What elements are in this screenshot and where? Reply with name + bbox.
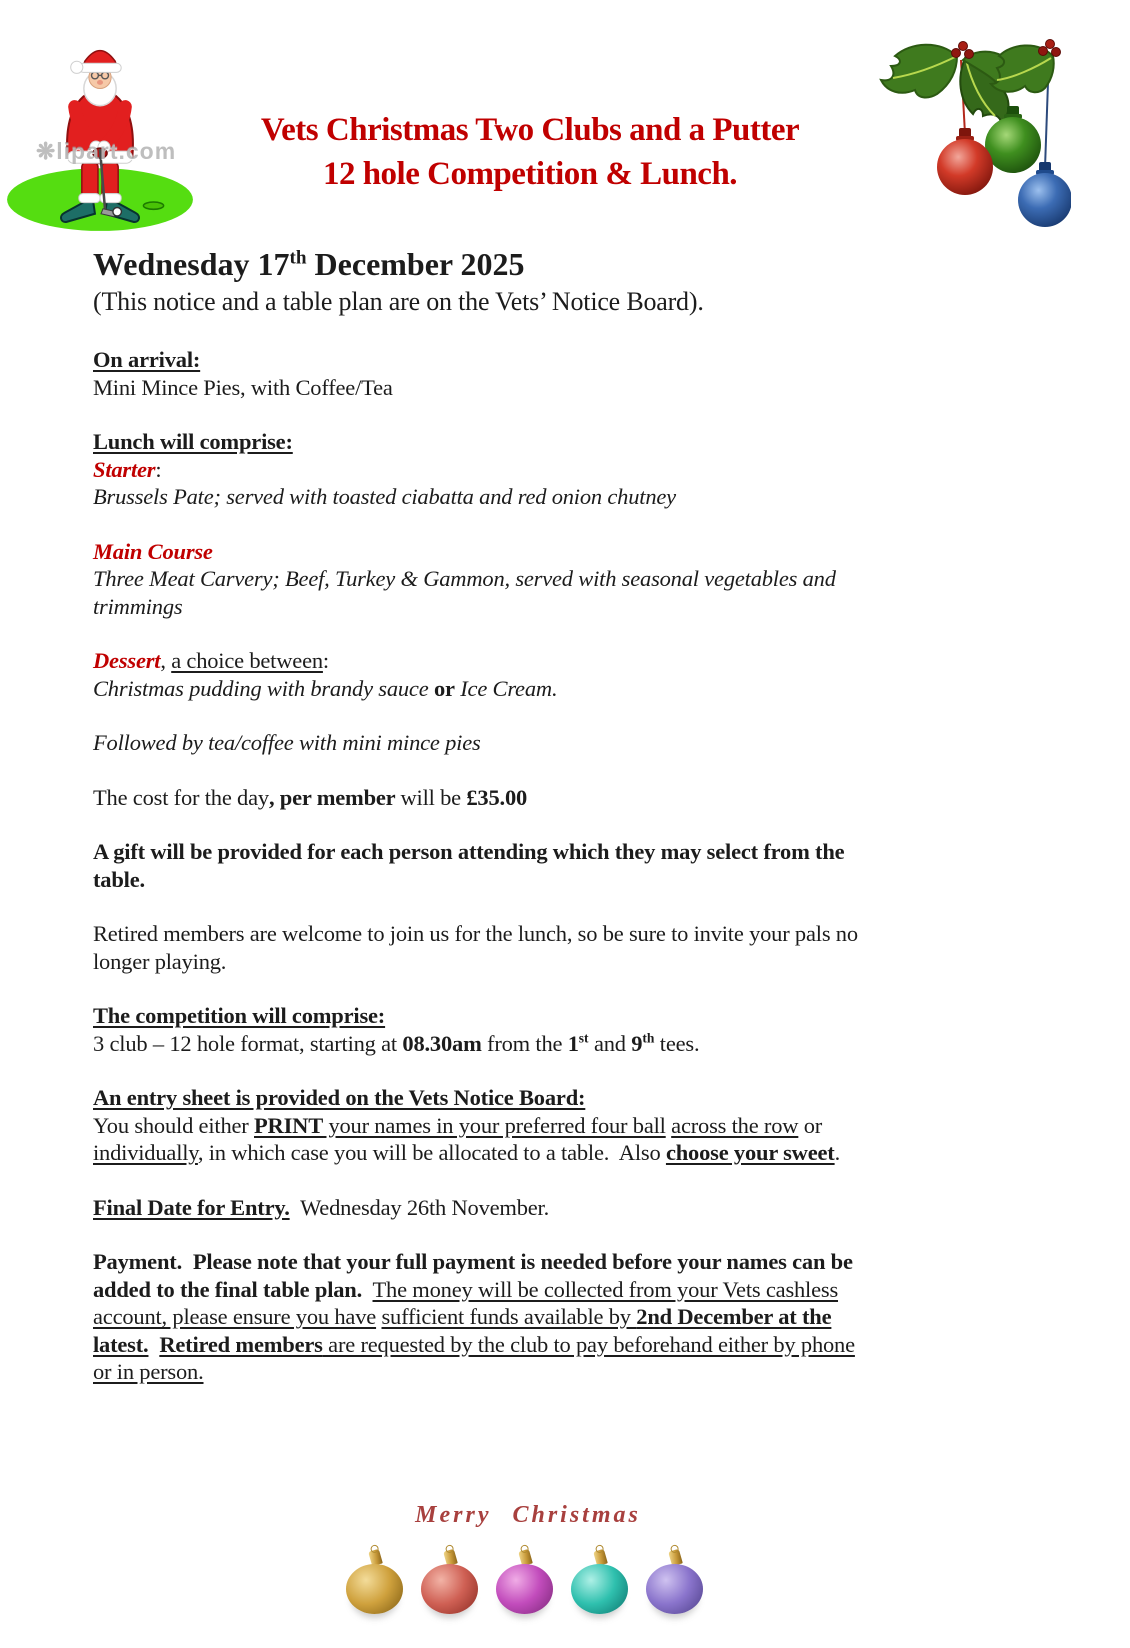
text-line — [93, 1248, 1015, 1276]
paragraph — [93, 647, 1015, 702]
holly-baubles-svg — [853, 26, 1071, 231]
text-segment: trimmings — [93, 593, 183, 619]
bauble-ball — [346, 1564, 403, 1614]
text-line — [93, 428, 1015, 456]
text-line — [93, 784, 1015, 812]
text-segment: 2nd December at the — [636, 1304, 832, 1329]
bauble-ball — [646, 1564, 703, 1614]
text-segment: 1 — [567, 1030, 579, 1056]
page-title-line1: Vets Christmas Two Clubs and a Putter — [260, 112, 800, 148]
text-line — [93, 1194, 1015, 1222]
document-body — [93, 244, 1015, 1413]
text-segment: are requested by the club to pay beforehand either by phone — [322, 1331, 855, 1357]
clipart-watermark: ❋lipart.com — [36, 138, 177, 164]
text-line — [93, 729, 1015, 757]
purple-bauble — [646, 1550, 703, 1614]
text-segment: st — [578, 1030, 589, 1045]
text-segment: Payment. Please note that your full payment is needed before your names can be — [93, 1249, 853, 1274]
teal-bauble — [571, 1550, 628, 1614]
text-segment: You should either — [93, 1112, 254, 1138]
text-segment: December 2025 — [306, 246, 525, 282]
text-line — [93, 593, 1015, 621]
gold-bauble — [346, 1550, 403, 1614]
text-segment: The money will be collected from your Vets cashless — [372, 1276, 839, 1302]
paragraph — [93, 428, 1015, 511]
text-line — [93, 244, 1015, 285]
bauble-ball — [496, 1564, 553, 1614]
paragraph — [93, 838, 1015, 893]
text-segment: across the row — [671, 1112, 799, 1138]
paragraph — [93, 729, 1015, 757]
text-segment: will be — [400, 784, 467, 810]
text-line — [93, 374, 1015, 402]
text-segment: table. — [93, 866, 145, 892]
page-title-line2: 12 hole Competition & Lunch. — [322, 156, 738, 192]
text-segment — [148, 1332, 159, 1357]
bauble-row — [346, 1548, 726, 1614]
text-segment: Main Course — [93, 538, 213, 564]
text-line — [93, 866, 1015, 894]
paragraph — [93, 244, 1015, 319]
text-segment: Three Meat Carvery; Beef, Turkey & Gammon, served with seasonal vegetables and — [93, 566, 836, 591]
text-segment: 3 club – 12 hole format, starting at — [93, 1030, 403, 1056]
paragraph — [93, 1002, 1015, 1057]
text-segment: Brussels Pate; served with toasted ciabatta and red onion chutney — [93, 484, 676, 509]
text-line — [93, 456, 1015, 484]
text-line — [93, 1303, 1015, 1331]
bauble-ball — [571, 1564, 628, 1614]
text-segment: choose your sweet — [665, 1140, 835, 1165]
text-segment: , — [160, 648, 172, 673]
text-line — [93, 1139, 1015, 1167]
text-segment: : — [322, 648, 329, 673]
text-line — [93, 1358, 1015, 1386]
text-segment: th — [642, 1030, 655, 1045]
text-segment: th — [289, 247, 307, 269]
text-segment: Christmas pudding with brandy sauce — [93, 675, 429, 701]
santa-golfer-svg — [4, 36, 196, 238]
text-segment: Ice Cream. — [460, 675, 558, 701]
text-line — [93, 1084, 1015, 1112]
merry-christmas-text: Merry Christmas — [415, 1502, 641, 1528]
text-segment: The competition will comprise: — [93, 1003, 386, 1028]
text-segment: from the — [481, 1030, 568, 1056]
paragraph — [93, 920, 1015, 975]
text-segment: Wednesday 26th November. — [289, 1194, 550, 1220]
text-line — [93, 346, 1015, 374]
text-line — [93, 1331, 1015, 1359]
text-line — [93, 1002, 1015, 1030]
text-line — [93, 538, 1015, 566]
text-segment: 9 — [631, 1030, 643, 1056]
text-segment: Wednesday 17 — [93, 246, 290, 282]
paragraph — [93, 346, 1015, 401]
text-segment: Final Date for Entry. — [93, 1194, 290, 1220]
text-line — [93, 565, 1015, 593]
text-line — [93, 647, 1015, 675]
paragraph — [93, 538, 1015, 621]
text-line — [93, 1030, 1015, 1058]
text-segment: account, please ensure you have — [93, 1304, 377, 1329]
text-line — [93, 1276, 1015, 1304]
text-segment: Dessert — [93, 648, 161, 673]
paragraph — [93, 1084, 1015, 1167]
magenta-bauble — [496, 1550, 553, 1614]
text-segment: (This notice and a table plan are on the Vets’ Notice Board). — [93, 287, 704, 316]
text-line — [93, 285, 1015, 319]
text-segment: Lunch will comprise: — [93, 429, 293, 454]
text-segment: : — [155, 456, 162, 482]
text-segment: Mini Mince Pies, with Coffee/Tea — [93, 374, 393, 400]
paragraph — [93, 784, 1015, 812]
santa-golfer-image — [4, 36, 196, 238]
text-segment — [362, 1277, 372, 1302]
coral-bauble — [421, 1550, 478, 1614]
text-segment: 08.30am — [402, 1030, 482, 1056]
text-segment: or in person. — [93, 1359, 204, 1384]
text-segment: An entry sheet is provided on the Vets Notice Board: — [93, 1085, 586, 1110]
page-title — [185, 108, 875, 196]
text-segment: On arrival: — [93, 347, 201, 372]
text-segment: longer playing. — [93, 948, 227, 974]
text-segment: your names in your preferred four ball — [323, 1112, 666, 1138]
text-segment: or — [798, 1112, 823, 1138]
text-segment: latest. — [93, 1331, 149, 1357]
text-segment: The cost for the day — [93, 784, 269, 810]
text-segment: and — [588, 1030, 632, 1056]
text-segment: Retired members — [159, 1331, 323, 1357]
text-segment: tees. — [654, 1030, 700, 1056]
text-segment: , per member — [268, 784, 401, 810]
text-segment: Followed by tea/coffee with mini mince pies — [93, 730, 481, 755]
text-line — [93, 483, 1015, 511]
text-segment: A gift will be provided for each person attending which they may select from the — [93, 839, 845, 864]
paragraph — [93, 1194, 1015, 1222]
text-segment: £35.00 — [466, 784, 528, 810]
text-segment: a choice between — [171, 648, 323, 673]
text-segment: individually — [93, 1140, 198, 1165]
paragraph — [93, 1248, 1015, 1386]
text-segment: . — [834, 1140, 841, 1165]
text-line — [93, 1112, 1015, 1140]
text-segment: PRINT — [254, 1112, 324, 1138]
text-line — [93, 920, 1015, 948]
bauble-ball — [421, 1564, 478, 1614]
text-segment: Starter — [93, 456, 156, 482]
text-line — [93, 675, 1015, 703]
text-line — [93, 838, 1015, 866]
text-segment: , in which case you will be allocated to a table. Also — [197, 1140, 666, 1165]
text-segment: added to the final table plan. — [93, 1276, 363, 1302]
text-line — [93, 948, 1015, 976]
text-segment: sufficient funds available by — [381, 1304, 637, 1329]
text-segment: or — [433, 675, 455, 701]
holly-baubles-image — [853, 26, 1071, 231]
text-segment: Retired members are welcome to join us for the lunch, so be sure to invite your pals no — [93, 921, 858, 946]
